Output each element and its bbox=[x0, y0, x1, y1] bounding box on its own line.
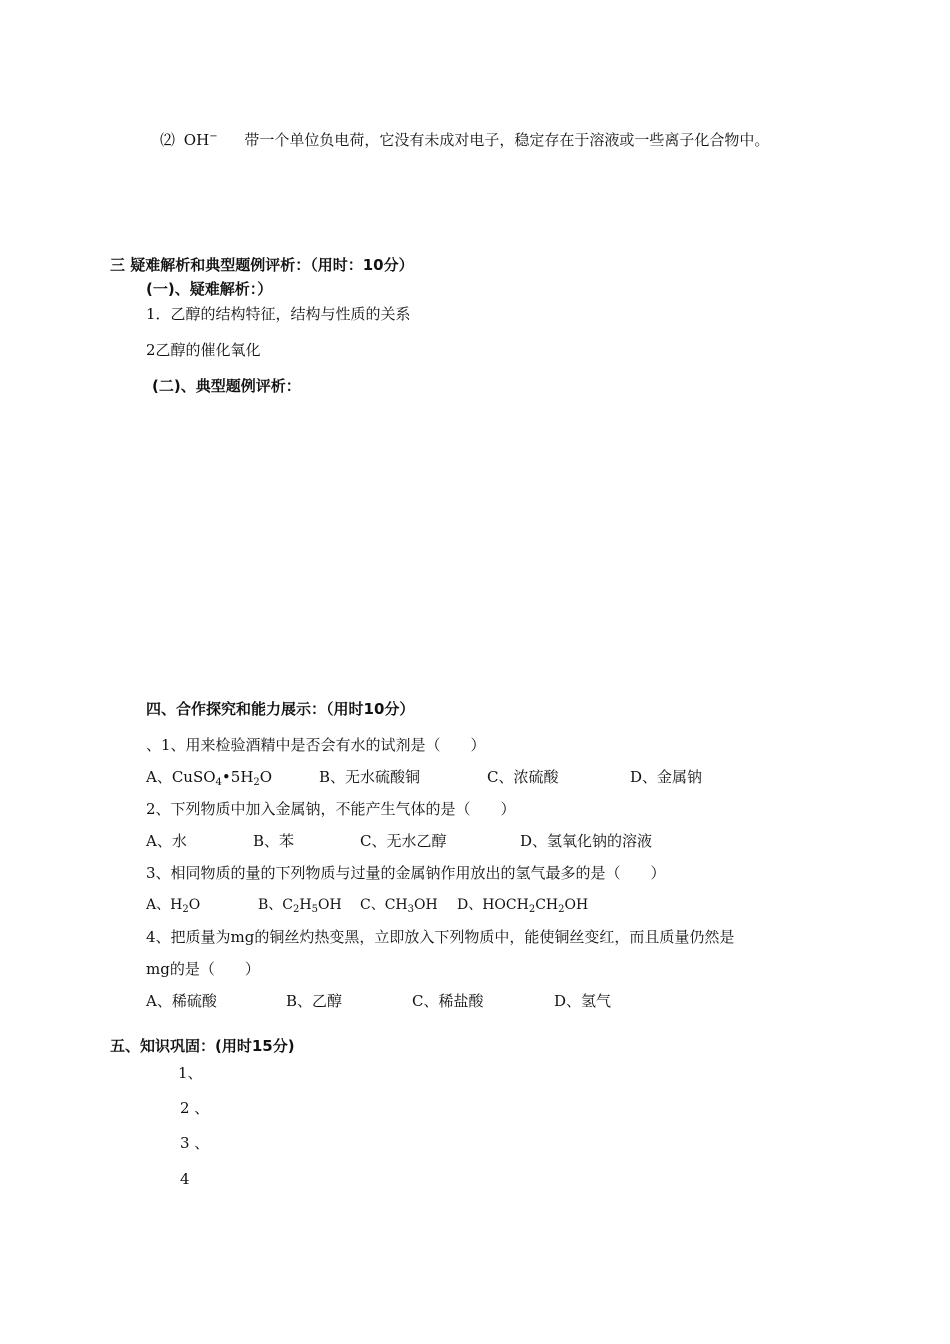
item-marker: ⑵ bbox=[160, 131, 176, 149]
option-a: A、水 bbox=[146, 832, 187, 850]
option-c: C、浓硫酸 bbox=[487, 768, 559, 786]
option-a: A、稀硫酸 bbox=[146, 992, 217, 1010]
option-d: D、氢氧化钠的溶液 bbox=[520, 832, 653, 850]
option-c: C、$CH_3OH$ bbox=[360, 897, 438, 915]
intro-line bbox=[160, 127, 769, 150]
hydroxide-formula: OH bbox=[183, 131, 210, 149]
question-3-stem: 3、相同物质的量的下列物质与过量的金属钠作用放出的氢气最多的是（ ） bbox=[146, 864, 666, 882]
question-1-options bbox=[146, 767, 702, 793]
section3-heading: 三 疑难解析和典型题例评析：（用时：10分） bbox=[110, 256, 414, 274]
section5-item-3: 3 、 bbox=[180, 1134, 210, 1152]
option-d: D、金属钠 bbox=[630, 768, 703, 786]
option-b: B、乙醇 bbox=[286, 992, 343, 1010]
section5-item-1: 1、 bbox=[178, 1064, 203, 1082]
option-c: C、稀盐酸 bbox=[412, 992, 484, 1010]
section3-item-1: 1．乙醇的结构特征，结构与性质的关系 bbox=[146, 305, 411, 323]
option-b: B、苯 bbox=[253, 832, 295, 850]
question-4-stem: 4、把质量为mg的铜丝灼热变黑，立即放入下列物质中，能使铜丝变红，而且质量仍然是 bbox=[146, 928, 735, 946]
option-a: A、$H_2O$ bbox=[146, 897, 201, 915]
question-2-options bbox=[146, 831, 652, 851]
section3-subheading-2: (二)、典型题例评析： bbox=[152, 377, 301, 395]
question-3-options bbox=[146, 895, 588, 920]
option-b: B、无水硫酸铜 bbox=[319, 768, 421, 786]
option-b: B、$C_2H_5OH$ bbox=[258, 897, 342, 915]
option-d: D、氢气 bbox=[554, 992, 612, 1010]
question-2-stem: 2、下列物质中加入金属钠，不能产生气体的是（ ） bbox=[146, 800, 516, 818]
question-1-stem: 、1、用来检验酒精中是否会有水的试剂是（ ） bbox=[146, 736, 486, 754]
option-c: C、无水乙醇 bbox=[360, 832, 447, 850]
section4-heading: 四、合作探究和能力展示：（用时10分） bbox=[146, 700, 415, 718]
section5-item-2: 2 、 bbox=[180, 1099, 210, 1117]
charge-sign: − bbox=[209, 131, 218, 142]
intro-text: 带一个单位负电荷，它没有未成对电子，稳定存在于溶液或一些离子化合物中。 bbox=[244, 131, 770, 149]
section5-heading: 五、知识巩固：(用时15分) bbox=[110, 1037, 295, 1055]
question-4-stem-cont: mg的是（ ） bbox=[146, 960, 260, 978]
option-d: D、$HOCH_2CH_2OH$ bbox=[457, 897, 589, 915]
question-4-options bbox=[146, 991, 611, 1011]
section3-item-2: 2乙醇的催化氧化 bbox=[146, 341, 261, 359]
section3-subheading-1: (一)、疑难解析：） bbox=[146, 280, 273, 298]
section5-item-4: 4 bbox=[180, 1170, 190, 1188]
option-a: A、$CuSO_4•5H_2O$ bbox=[146, 768, 273, 788]
